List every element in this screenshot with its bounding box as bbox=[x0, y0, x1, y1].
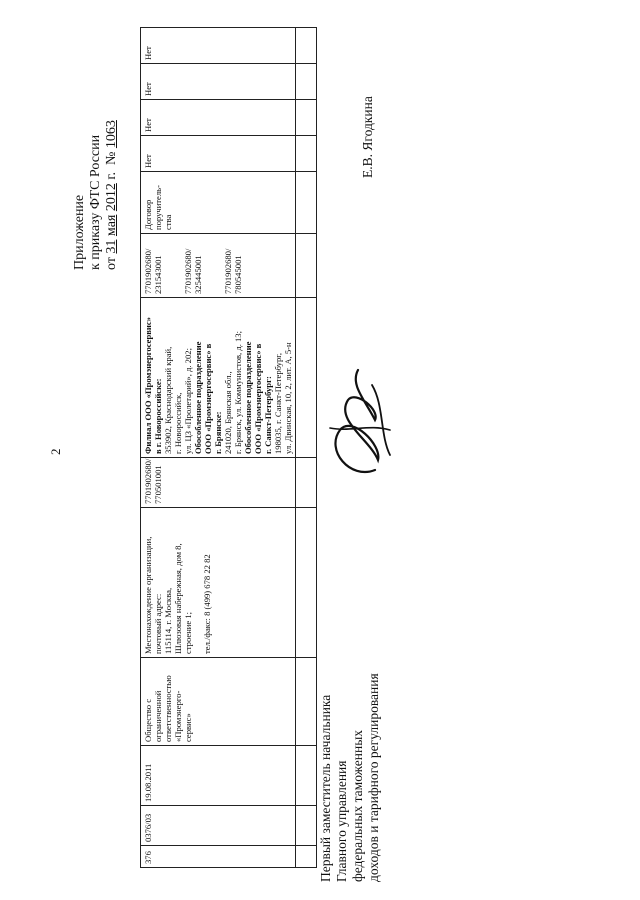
table-row bbox=[296, 28, 317, 868]
cell-inn-kpp: 7701902680/ 770501001 bbox=[141, 458, 296, 508]
order-number: 1063 bbox=[104, 120, 119, 149]
date-prefix: от bbox=[104, 257, 119, 270]
page-number: 2 bbox=[48, 448, 63, 455]
date-month: мая bbox=[104, 214, 119, 237]
registry-table bbox=[140, 27, 317, 868]
cell-net-4: Нет bbox=[141, 28, 296, 64]
cell-row-number: 376 bbox=[141, 846, 296, 868]
table-row bbox=[141, 28, 296, 868]
cell-code: 0376/03 bbox=[141, 806, 296, 846]
header-date-line bbox=[104, 30, 120, 270]
cell-branches: Филиал ООО «Промэнергосервис» в г. Новороссийске: 353902, Краснодарский край, г. Новороссийск, ул. ЦЗ «Пролетарий», д. 202; Обособленное подразделение ООО «Промэнергосервис» в г. Брянске: 241020, Брянская обл., г. Брянск, ул. Коммунистов, д. 13; Обособленное подразделение ООО «Промэнергосервис» в г. Санкт-Петербург: 198035, г. Санкт-Петербург, ул. Двинская, 10, 2, лит. А, 5-н bbox=[141, 298, 296, 458]
header-line-2: к приказу ФТС России bbox=[88, 134, 103, 270]
cell-location: Местонахождение организации, почтовый адрес: 115114, г. Москва, Шлюзовая набережная, дом 8, строение 1; тел./факс: 8 (499) 678 22 82 bbox=[141, 508, 296, 658]
signatory-name: Е.В. Ягодкина bbox=[360, 96, 375, 178]
cell-net-3: Нет bbox=[141, 64, 296, 100]
date-year: 2012 bbox=[104, 183, 119, 212]
handwritten-signature-icon bbox=[320, 360, 400, 490]
signature-title: Первый заместитель начальника Главного управления федеральных таможенных доходов и тарифного регулирования bbox=[318, 673, 381, 882]
cell-branch-codes: 7701902680/ 231543001 7701902680/ 325445001 7701902680/ 780545001 bbox=[141, 234, 296, 298]
number-prefix: № bbox=[104, 151, 119, 165]
phone: тел./факс: 8 (499) 678 22 82 bbox=[202, 554, 212, 654]
header-line-1: Приложение bbox=[72, 194, 87, 270]
date-day: 31 bbox=[104, 239, 119, 254]
date-suffix: г. bbox=[104, 171, 119, 180]
cell-organization: Общество с ограниченной ответственностью «Промэнерго- сервис» bbox=[141, 658, 296, 746]
cell-contract: Договор поручитель- ства bbox=[141, 172, 296, 234]
cell-net-1: Нет bbox=[141, 136, 296, 172]
cell-net-2: Нет bbox=[141, 100, 296, 136]
order-header bbox=[72, 30, 120, 270]
cell-date: 19.08.2011 bbox=[141, 746, 296, 806]
